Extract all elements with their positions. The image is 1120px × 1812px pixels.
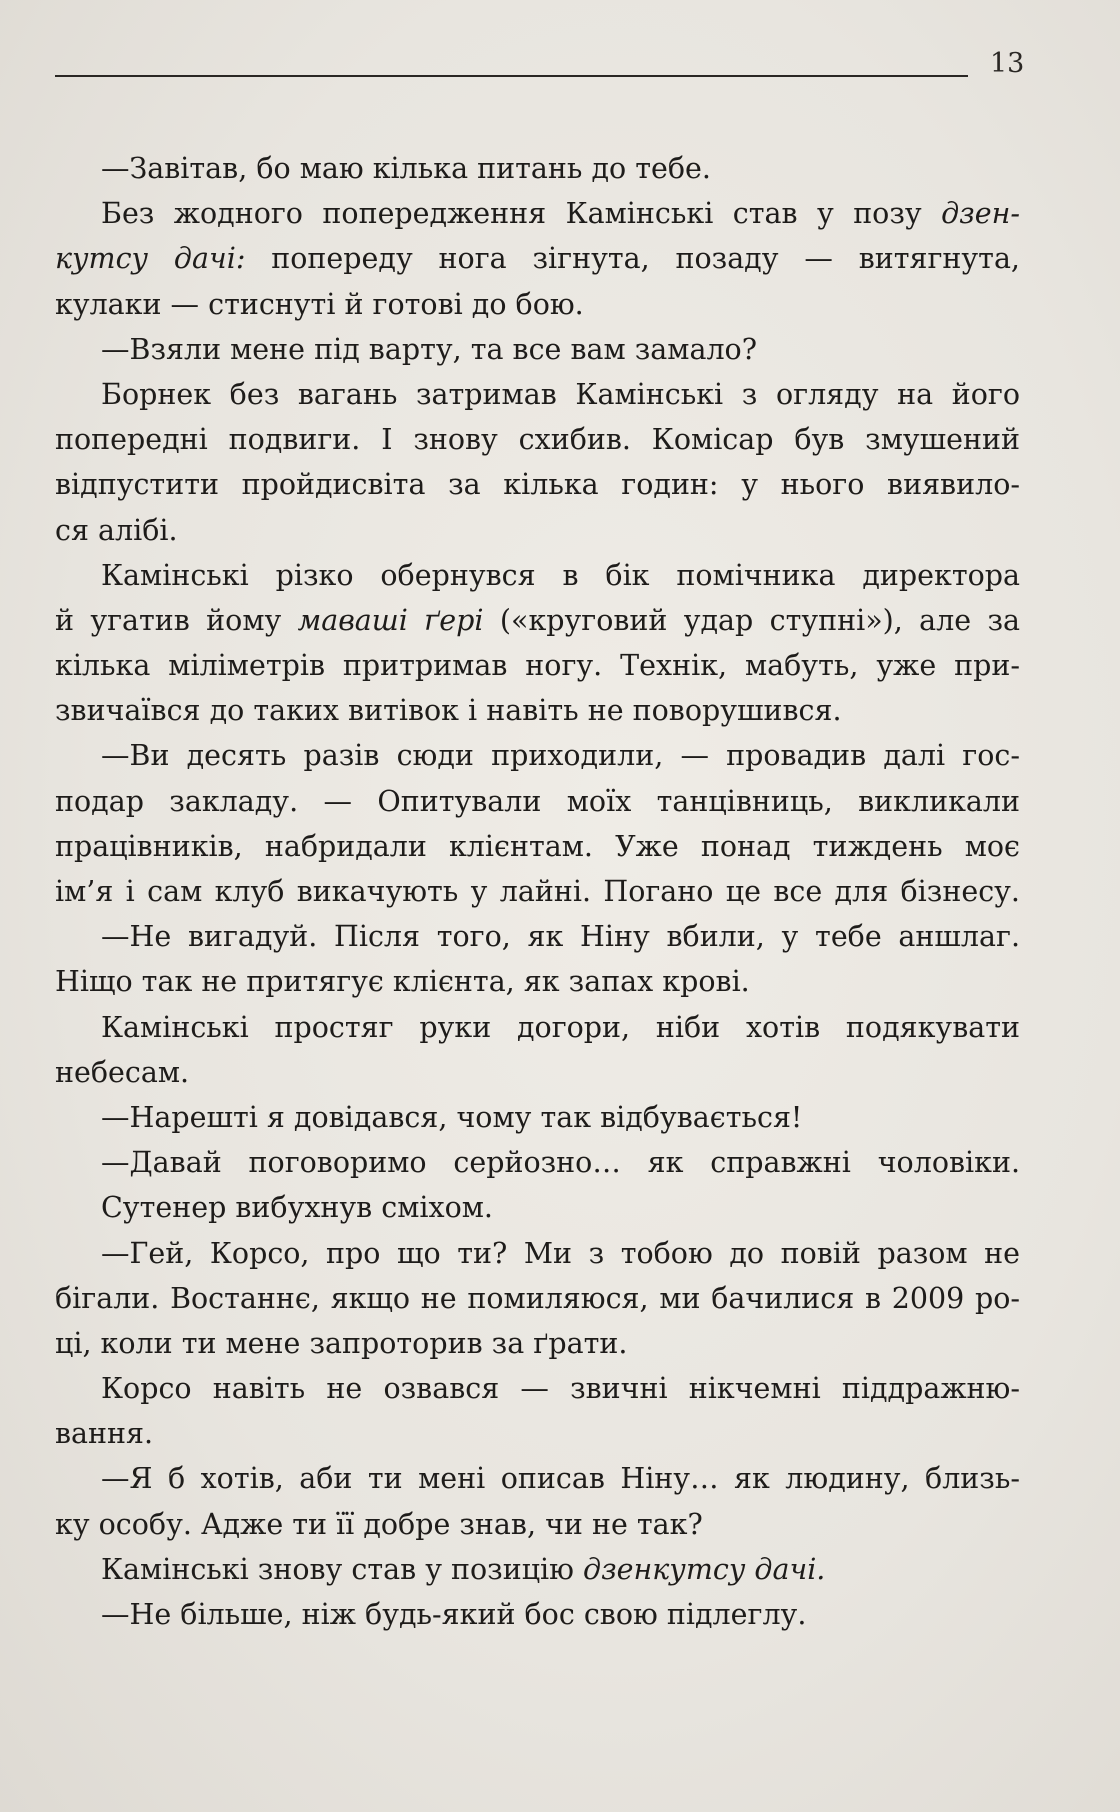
line-text: —Ви десять разів сюди приходили, — провадив далі гос- (101, 739, 1020, 773)
line-text: Ніщо так не притягує клієнта, як запах крові. (55, 965, 750, 999)
line-text: Камінські знову став у позицію (101, 1552, 584, 1586)
line-text: Камінські різко обернувся в бік помічника директора (101, 558, 1020, 592)
text-line (55, 1050, 1020, 1095)
line-text: ім’я і сам клуб викачують у лайні. Погано це все для бізнесу. (55, 875, 1020, 908)
line-text: Камінські простяг руки догори, ніби хотів подякувати (101, 1010, 1020, 1044)
text-line (55, 643, 1020, 688)
italic-term: кутсу дачі: (55, 242, 246, 276)
header-rule (55, 75, 968, 77)
line-text: —Завітав, бо маю кілька питань до тебе. (101, 152, 711, 185)
line-text: Корсо навіть не озвався — звичні нікчемні піддражню- (101, 1372, 1020, 1406)
text-line (55, 1095, 1020, 1140)
text-line (55, 1231, 1020, 1276)
text-line (55, 1366, 1020, 1411)
line-text: («круговий удар ступні»), але за (483, 603, 1020, 637)
line-text: кулаки — стиснуті й готові до бою. (55, 287, 584, 321)
text-line (55, 282, 1020, 327)
text-line (55, 191, 1020, 236)
line-text: попереду нога зігнута, позаду — витягнута, (245, 242, 1020, 276)
line-text: ці, коли ти мене запроторив за ґрати. (55, 1326, 628, 1360)
line-text: кілька міліметрів притримав ногу. Технік, мабуть, уже при- (55, 649, 1020, 683)
line-text: —Давай поговоримо серйозно… як справжні чоловіки. (101, 1146, 1020, 1180)
text-line (55, 327, 1020, 372)
text-line (55, 1456, 1020, 1501)
line-text: працівників, набридали клієнтам. Уже понад тиждень моє (55, 829, 1020, 863)
text-line (55, 959, 1020, 1004)
text-line (55, 1276, 1020, 1321)
line-text: —Я б хотів, аби ти мені описав Ніну… як людину, близь- (101, 1462, 1020, 1496)
text-line (55, 914, 1020, 959)
text-line (55, 1005, 1020, 1050)
line-text: ся алібі. (55, 513, 178, 547)
line-text: —Не вигадуй. Після того, як Ніну вбили, у тебе аншлаг. (101, 920, 1020, 954)
text-line (55, 462, 1020, 507)
text-line (55, 824, 1020, 869)
line-text: ку особу. Адже ти її добре знав, чи не так? (55, 1507, 703, 1541)
line-text: —Взяли мене під варту, та все вам замало? (101, 332, 757, 366)
text-line (55, 1592, 1020, 1637)
italic-term: дзен- (941, 197, 1020, 231)
text-line (55, 688, 1020, 733)
line-text: вання. (55, 1417, 154, 1451)
line-text: подар закладу. — Опитували моїх танцівниць, викликали (55, 784, 1020, 818)
text-line (55, 1185, 1020, 1230)
italic-term: маваші ґері (297, 603, 484, 637)
text-line (55, 417, 1020, 462)
body-text (55, 146, 1020, 1637)
text-line (55, 1411, 1020, 1456)
line-text: Сутенер вибухнув сміхом. (101, 1191, 493, 1225)
text-line (55, 146, 1020, 191)
text-line (55, 553, 1020, 598)
line-text: бігали. Востаннє, якщо не помиляюся, ми бачилися в 2009 ро- (55, 1281, 1020, 1315)
text-line (55, 372, 1020, 417)
text-line (55, 1140, 1020, 1185)
line-text: —Нарешті я довідався, чому так відбувається! (101, 1100, 803, 1134)
text-line (55, 1547, 1020, 1592)
text-line (55, 1321, 1020, 1366)
text-line (55, 1502, 1020, 1547)
line-text: небесам. (55, 1055, 190, 1089)
line-text: —Не більше, ніж будь-який бос свою підлеглу. (101, 1598, 807, 1631)
text-line (55, 733, 1020, 778)
text-line (55, 598, 1020, 643)
line-text: —Гей, Корсо, про що ти? Ми з тобою до повій разом не (101, 1236, 1020, 1270)
text-line (55, 508, 1020, 553)
line-text: звичаївся до таких витівок і навіть не поворушився. (55, 694, 842, 728)
text-line (55, 869, 1020, 914)
line-text: попередні подвиги. І знову схибив. Комісар був змушений (55, 423, 1020, 457)
line-text: Борнек без вагань затримав Камінські з огляду на його (101, 377, 1020, 411)
line-text: й угатив йому (55, 603, 298, 637)
italic-term: дзенкутсу дачі. (583, 1552, 826, 1586)
text-line (55, 236, 1020, 281)
page-number: 13 (990, 48, 1025, 79)
line-text: Без жодного попередження Камінські став у позу (101, 197, 942, 231)
text-line (55, 779, 1020, 824)
line-text: відпустити пройдисвіта за кілька годин: у нього виявило- (55, 468, 1020, 502)
